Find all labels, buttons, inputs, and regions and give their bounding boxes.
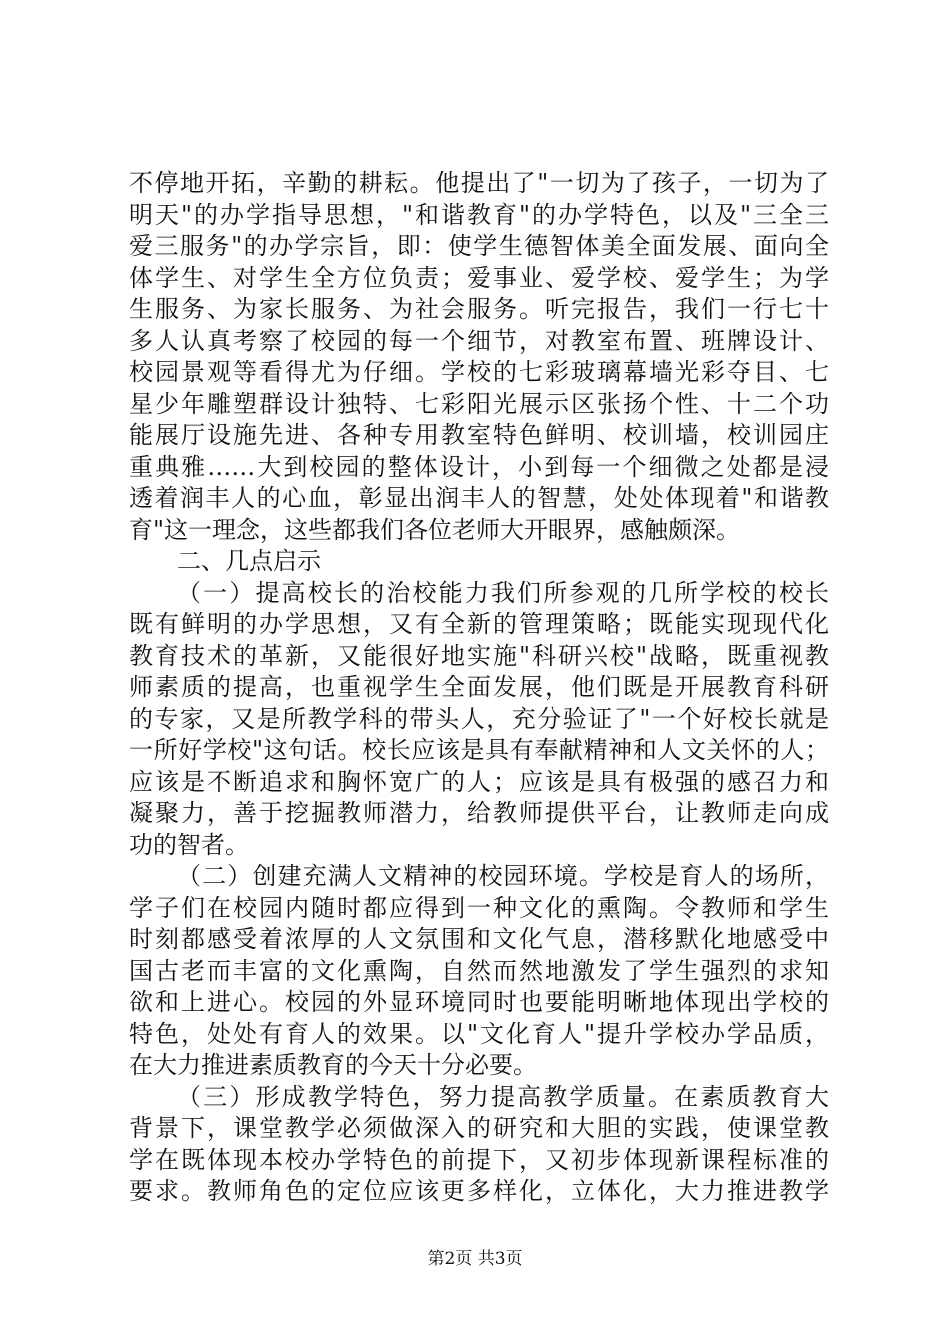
text-line: 师素质的提高，也重视学生全面发展，他们既是开展教育科研 — [129, 673, 829, 701]
text-line: （三）形成教学特色，努力提高教学质量。在素质教育大 — [177, 1082, 829, 1111]
text-line: 既有鲜明的办学思想，又有全新的管理策略；既能实现现代化 — [129, 610, 829, 638]
text-line: 学子们在校园内随时都应得到一种文化的熏陶。令教师和学生 — [129, 893, 829, 922]
text-line: 不停地开拓，辛勤的耕耘。他提出了"一切为了孩子，一切为了 — [129, 169, 829, 197]
text-line: 能展厅设施先进、各种专用教室特色鲜明、校训墙，校训园庄 — [129, 421, 829, 449]
text-line: 功的智者。 — [129, 830, 249, 859]
text-line: 育"这一理念，这些都我们各位老师大开眼界，感触颇深。 — [129, 515, 741, 544]
text-line: 教育技术的革新，又能很好地实施"科研兴校"战略，既重视教 — [129, 641, 829, 670]
text-line: 凝聚力，善于挖掘教师潜力，给教师提供平台，让教师走向成 — [129, 799, 829, 827]
text-line: 欲和上进心。校园的外显环境同时也要能明晰地体现出学校的 — [129, 988, 829, 1016]
text-line: 爱三服务"的办学宗旨，即：使学生德智体美全面发展、面向全 — [129, 232, 829, 260]
paragraph-continuation — [129, 168, 829, 546]
text-line: 时刻都感受着浓厚的人文氛围和文化气息，潜移默化地感受中 — [129, 925, 829, 953]
section-heading — [129, 546, 829, 578]
text-line: 生服务、为家长服务、为社会服务。听完报告，我们一行七十 — [129, 295, 829, 323]
text-line: 星少年雕塑群设计独特、七彩阳光展示区张扬个性、十二个功 — [129, 389, 829, 418]
text-line: 体学生、对学生全方位负责；爱事业、爱学校、爱学生；为学 — [129, 263, 829, 292]
text-line: 国古老而丰富的文化熏陶，自然而然地激发了学生强烈的求知 — [129, 956, 829, 985]
text-line: 透着润丰人的心血，彰显出润丰人的智慧，处处体现着"和谐教 — [129, 484, 829, 512]
paragraph-teaching-quality — [129, 1082, 829, 1208]
text-line: 应该是不断追求和胸怀宽广的人；应该是具有极强的感召力和 — [129, 767, 829, 796]
text-line: 要求。教师角色的定位应该更多样化，立体化，大力推进教学 — [129, 1177, 829, 1205]
paragraph-principal-ability — [129, 578, 829, 862]
document-body — [129, 168, 829, 1208]
page-number-footer: 第2页 共3页 — [427, 1249, 523, 1269]
text-line: 学在既体现本校办学特色的前提下，又初步体现新课程标准的 — [129, 1145, 829, 1174]
paragraph-campus-environment — [129, 861, 829, 1082]
text-line: 明天"的办学指导思想，"和谐教育"的办学特色，以及"三全三 — [129, 200, 829, 229]
text-line: （一）提高校长的治校能力我们所参观的几所学校的校长 — [177, 578, 829, 607]
text-line: 特色，处处有育人的效果。以"文化育人"提升学校办学品质， — [129, 1019, 829, 1048]
text-line: （二）创建充满人文精神的校园环境。学校是育人的场所， — [177, 862, 829, 890]
section-heading-text: 二、几点启示 — [177, 547, 321, 575]
text-line: 多人认真考察了校园的每一个细节，对教室布置、班牌设计、 — [129, 326, 829, 355]
text-line: 背景下，课堂教学必须做深入的研究和大胆的实践，使课堂教 — [129, 1114, 829, 1142]
text-line: 一所好学校"这句话。校长应该是具有奉献精神和人文关怀的人； — [129, 736, 829, 764]
text-line: 重典雅……大到校园的整体设计，小到每一个细微之处都是浸 — [129, 452, 829, 481]
text-line: 校园景观等看得尤为仔细。学校的七彩玻璃幕墙光彩夺目、七 — [129, 358, 829, 386]
text-line: 在大力推进素质教育的今天十分必要。 — [129, 1051, 537, 1079]
text-line: 的专家，又是所教学科的带头人，充分验证了"一个好校长就是 — [129, 704, 829, 733]
